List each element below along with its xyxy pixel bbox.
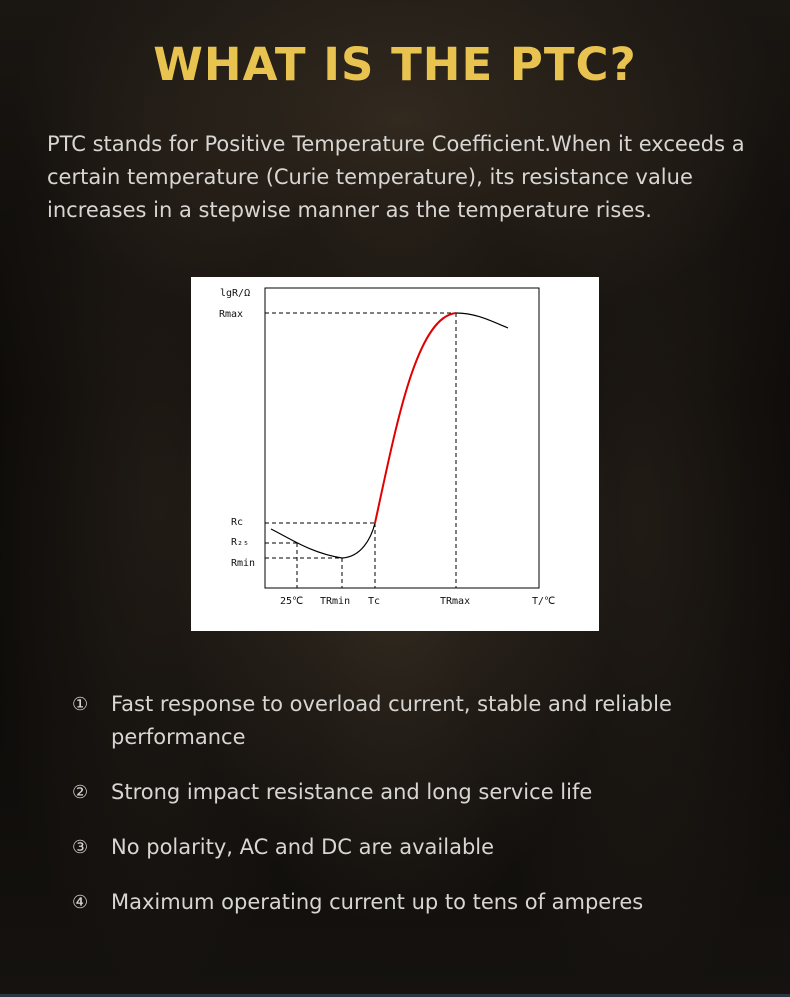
feature-number: ①	[72, 694, 89, 715]
diagram-svg	[191, 277, 599, 631]
feature-number: ④	[72, 892, 89, 913]
feature-text: Strong impact resistance and long service life	[111, 780, 593, 804]
feature-text: No polarity, AC and DC are available	[111, 835, 495, 859]
label-t25: 25℃	[280, 596, 304, 607]
feature-item	[72, 688, 752, 754]
curve-rise-region	[375, 313, 456, 523]
label-tc: Tc	[368, 596, 381, 607]
feature-text: Maximum operating current up to tens of amperes	[111, 890, 644, 914]
feature-text: Fast response to overload current, stable and reliable performance	[111, 692, 672, 749]
label-trmax: TRmax	[440, 596, 471, 607]
feature-list	[72, 688, 752, 919]
label-rmin: Rmin	[231, 558, 256, 569]
label-rmax: Rmax	[219, 309, 244, 320]
y-axis-label: lgR/Ω	[220, 288, 251, 299]
feature-item	[72, 886, 752, 919]
label-trmin: TRmin	[320, 596, 351, 607]
page-title: WHAT IS THE PTC?	[153, 38, 637, 91]
feature-number: ②	[72, 782, 89, 803]
intro-paragraph: PTC stands for Positive Temperature Coefficient.When it exceeds a certain temperature (Curie temperature), its resistance value increases in a stepwise manner as the temperature rises.	[47, 132, 745, 222]
curve-low-region	[271, 523, 375, 558]
plot-frame	[265, 288, 539, 588]
label-r25: R₂₅	[231, 537, 250, 548]
feature-item	[72, 831, 752, 864]
guide-lines	[265, 313, 456, 588]
ptc-characteristic-diagram	[191, 277, 599, 631]
x-axis-label: T/℃	[532, 596, 556, 607]
feature-number: ③	[72, 837, 89, 858]
feature-item	[72, 776, 752, 809]
curve-high-region	[456, 313, 508, 328]
label-rc: Rc	[231, 517, 244, 528]
